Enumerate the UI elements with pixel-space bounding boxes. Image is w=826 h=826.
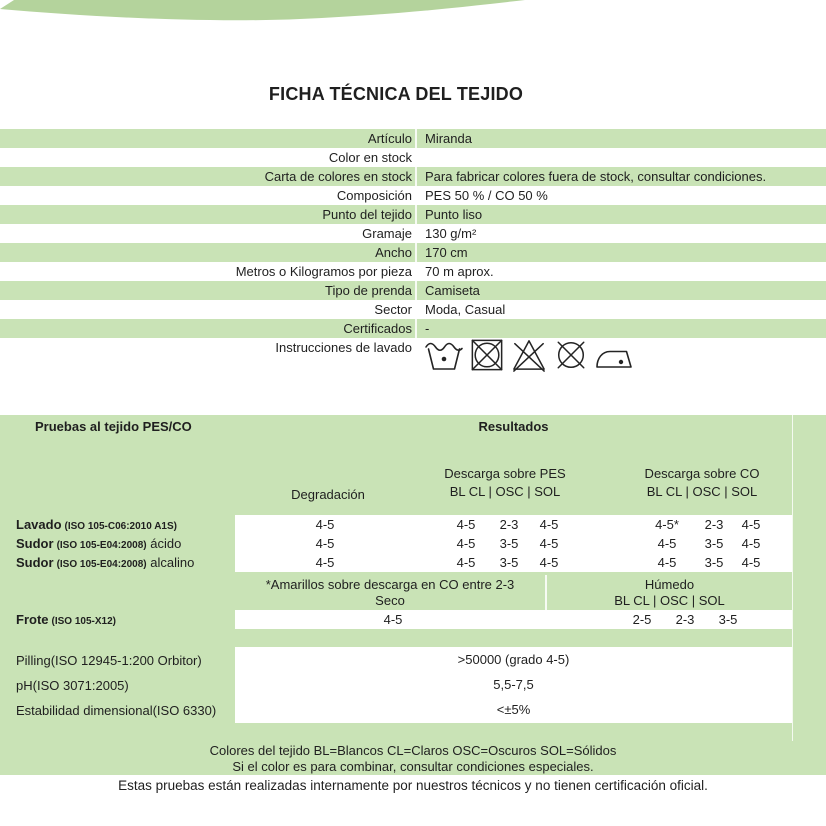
test-values-row xyxy=(235,534,792,553)
table-row-care-instructions xyxy=(0,338,826,392)
legend-line-colors: Colores del tejido BL=Blancos CL=Claros OSC=Oscuros SOL=Sólidos xyxy=(209,743,617,758)
value-degradacion: 4-5 xyxy=(315,517,335,532)
value-pes-osc: 3-5 xyxy=(499,536,519,551)
color-legend-band xyxy=(0,741,826,775)
frote-values-block xyxy=(235,610,792,629)
test-label-estabilidad xyxy=(16,698,216,723)
value-frote-humedo-sol: 3-5 xyxy=(718,612,738,627)
test-label-pilling xyxy=(16,648,216,673)
row-value xyxy=(416,148,425,167)
row-label: Gramaje xyxy=(362,226,412,241)
table-row xyxy=(0,224,826,243)
test-label-sudor-alcalino xyxy=(16,553,194,572)
care-symbols-row xyxy=(424,338,634,372)
row-label: Punto del tejido xyxy=(322,207,412,222)
value-co-bl-cl: 4-5 xyxy=(657,555,677,570)
test-name: Sudor xyxy=(16,555,54,570)
test-suffix: alcalino xyxy=(146,555,195,570)
row-label: Instrucciones de lavado xyxy=(275,340,412,355)
value-co-sol: 4-5 xyxy=(741,555,761,570)
row-value: 130 g/m² xyxy=(425,226,477,241)
row-label: Composición xyxy=(336,188,412,203)
column-header-line: BL CL | OSC | SOL xyxy=(646,484,758,499)
test-suffix: ácido xyxy=(146,536,182,551)
footnote-amarillos: *Amarillos sobre descarga en CO entre 2-3 xyxy=(265,577,515,592)
test-name: Estabilidad dimensional xyxy=(16,703,153,718)
value-degradacion: 4-5 xyxy=(315,536,335,551)
row-value: 170 cm xyxy=(425,245,468,260)
value-co-sol: 4-5 xyxy=(741,536,761,551)
table-row xyxy=(0,319,826,338)
row-value: PES 50 % / CO 50 % xyxy=(425,188,548,203)
tests-results-panel xyxy=(0,415,826,742)
column-header-degradacion: Degradación xyxy=(291,487,365,502)
note-seco-cell xyxy=(235,575,545,610)
column-header-humedo-scale: BL CL | OSC | SOL xyxy=(614,593,725,608)
frote-condition-headers xyxy=(235,575,792,610)
value-co-sol: 4-5 xyxy=(741,517,761,532)
column-header-descarga-pes xyxy=(444,465,565,501)
table-row xyxy=(0,300,826,319)
row-value: Miranda xyxy=(425,131,472,146)
test-iso-standard: (ISO 12945-1:200 Orbitor) xyxy=(50,653,202,668)
tests-header: Pruebas al tejido PES/CO xyxy=(35,419,192,434)
test-iso-standard: (ISO 3071:2005) xyxy=(32,678,129,693)
table-row xyxy=(0,167,826,186)
table-column-divider xyxy=(415,129,417,338)
test-values-row xyxy=(235,515,792,534)
value-estabilidad: <±5% xyxy=(496,702,531,717)
row-label: Tipo de prenda xyxy=(325,283,412,298)
test-name: Pilling xyxy=(16,653,51,668)
test-name: Lavado xyxy=(16,517,62,532)
row-value: Punto liso xyxy=(425,207,483,222)
row-label: Carta de colores en stock xyxy=(264,169,412,184)
column-header-seco: Seco xyxy=(375,593,405,608)
value-pes-sol: 4-5 xyxy=(539,536,559,551)
test-iso-standard: (ISO 105-C06:2010 A1S) xyxy=(64,521,177,532)
row-label: Sector xyxy=(374,302,412,317)
row-value: Camiseta xyxy=(425,283,480,298)
test-iso-standard: (ISO 105-E04:2008) xyxy=(56,540,147,551)
value-co-osc: 3-5 xyxy=(704,536,724,551)
panel-right-gridline xyxy=(792,415,793,742)
test-iso-standard: (ISO 105-E04:2008) xyxy=(56,559,147,570)
test-label-frote xyxy=(16,610,116,629)
value-pes-bl-cl: 4-5 xyxy=(456,536,476,551)
value-pes-bl-cl: 4-5 xyxy=(456,555,476,570)
table-row xyxy=(0,186,826,205)
test-label-ph xyxy=(16,673,216,698)
do-not-dry-clean-icon xyxy=(553,338,589,372)
column-header-humedo: Húmedo xyxy=(644,577,695,592)
wash-with-dot-icon xyxy=(424,338,464,372)
table-row xyxy=(0,262,826,281)
test-label-sudor-acido xyxy=(16,534,194,553)
test-row-labels xyxy=(16,515,194,572)
value-co-bl-cl: 4-5 xyxy=(657,536,677,551)
results-header: Resultados xyxy=(478,419,549,434)
test-name: Sudor xyxy=(16,536,54,551)
row-value: Para fabricar colores fuera de stock, consultar condiciones. xyxy=(425,169,767,184)
column-header-line: Descarga sobre PES xyxy=(444,466,566,481)
value-pilling: >50000 (grado 4-5) xyxy=(457,652,570,667)
test-name: Frote xyxy=(16,612,49,627)
test-label-lavado xyxy=(16,515,194,534)
value-pes-bl-cl: 4-5 xyxy=(456,517,476,532)
iron-low-temperature-icon xyxy=(594,338,634,372)
value-ph: 5,5-7,5 xyxy=(493,677,534,692)
row-label: Ancho xyxy=(375,245,412,260)
legend-line-combinar: Si el color es para combinar, consultar condiciones especiales. xyxy=(232,759,594,774)
value-pes-osc: 3-5 xyxy=(499,555,519,570)
frote-label-wrap xyxy=(16,610,116,629)
test-iso-standard: (ISO 6330) xyxy=(152,703,217,718)
value-pes-osc: 2-3 xyxy=(499,517,519,532)
table-row xyxy=(0,205,826,224)
extra-test-labels xyxy=(16,648,216,723)
row-label: Certificados xyxy=(343,321,412,336)
value-co-bl-cl: 4-5* xyxy=(655,517,679,532)
test-name: pH xyxy=(16,678,33,693)
extra-test-values-block xyxy=(235,647,792,723)
column-header-descarga-co xyxy=(645,465,760,501)
do-not-tumble-dry-icon xyxy=(469,338,505,372)
value-frote-humedo-bl-cl: 2-5 xyxy=(632,612,652,627)
value-co-osc: 3-5 xyxy=(704,555,724,570)
value-co-osc: 2-3 xyxy=(704,517,724,532)
value-pes-sol: 4-5 xyxy=(539,517,559,532)
row-value: - xyxy=(425,321,430,336)
table-row xyxy=(0,243,826,262)
note-humedo-cell xyxy=(547,575,792,610)
value-pes-sol: 4-5 xyxy=(539,555,559,570)
test-values-block xyxy=(235,515,792,572)
test-values-row xyxy=(235,610,792,629)
row-label: Metros o Kilogramos por pieza xyxy=(235,264,412,279)
row-label: Color en stock xyxy=(328,150,412,165)
header-wave-decoration xyxy=(0,0,826,26)
value-frote-humedo-osc: 2-3 xyxy=(675,612,695,627)
value-frote-seco: 4-5 xyxy=(383,612,403,627)
do-not-bleach-icon xyxy=(510,338,548,372)
row-label: Artículo xyxy=(367,131,412,146)
test-iso-standard: (ISO 105-X12) xyxy=(51,616,116,627)
row-value: 70 m aprox. xyxy=(425,264,494,279)
column-header-line: BL CL | OSC | SOL xyxy=(449,484,561,499)
table-row xyxy=(0,148,826,167)
disclaimer-text: Estas pruebas están realizadas internamente por nuestros técnicos y no tienen certificación oficial. xyxy=(118,778,708,793)
row-value: Moda, Casual xyxy=(425,302,506,317)
value-degradacion: 4-5 xyxy=(315,555,335,570)
fabric-info-table xyxy=(0,129,826,392)
page-title: FICHA TÉCNICA DEL TEJIDO xyxy=(268,84,524,104)
table-row xyxy=(0,129,826,148)
table-row xyxy=(0,281,826,300)
column-header-line: Descarga sobre CO xyxy=(644,466,760,481)
test-values-row xyxy=(235,553,792,572)
